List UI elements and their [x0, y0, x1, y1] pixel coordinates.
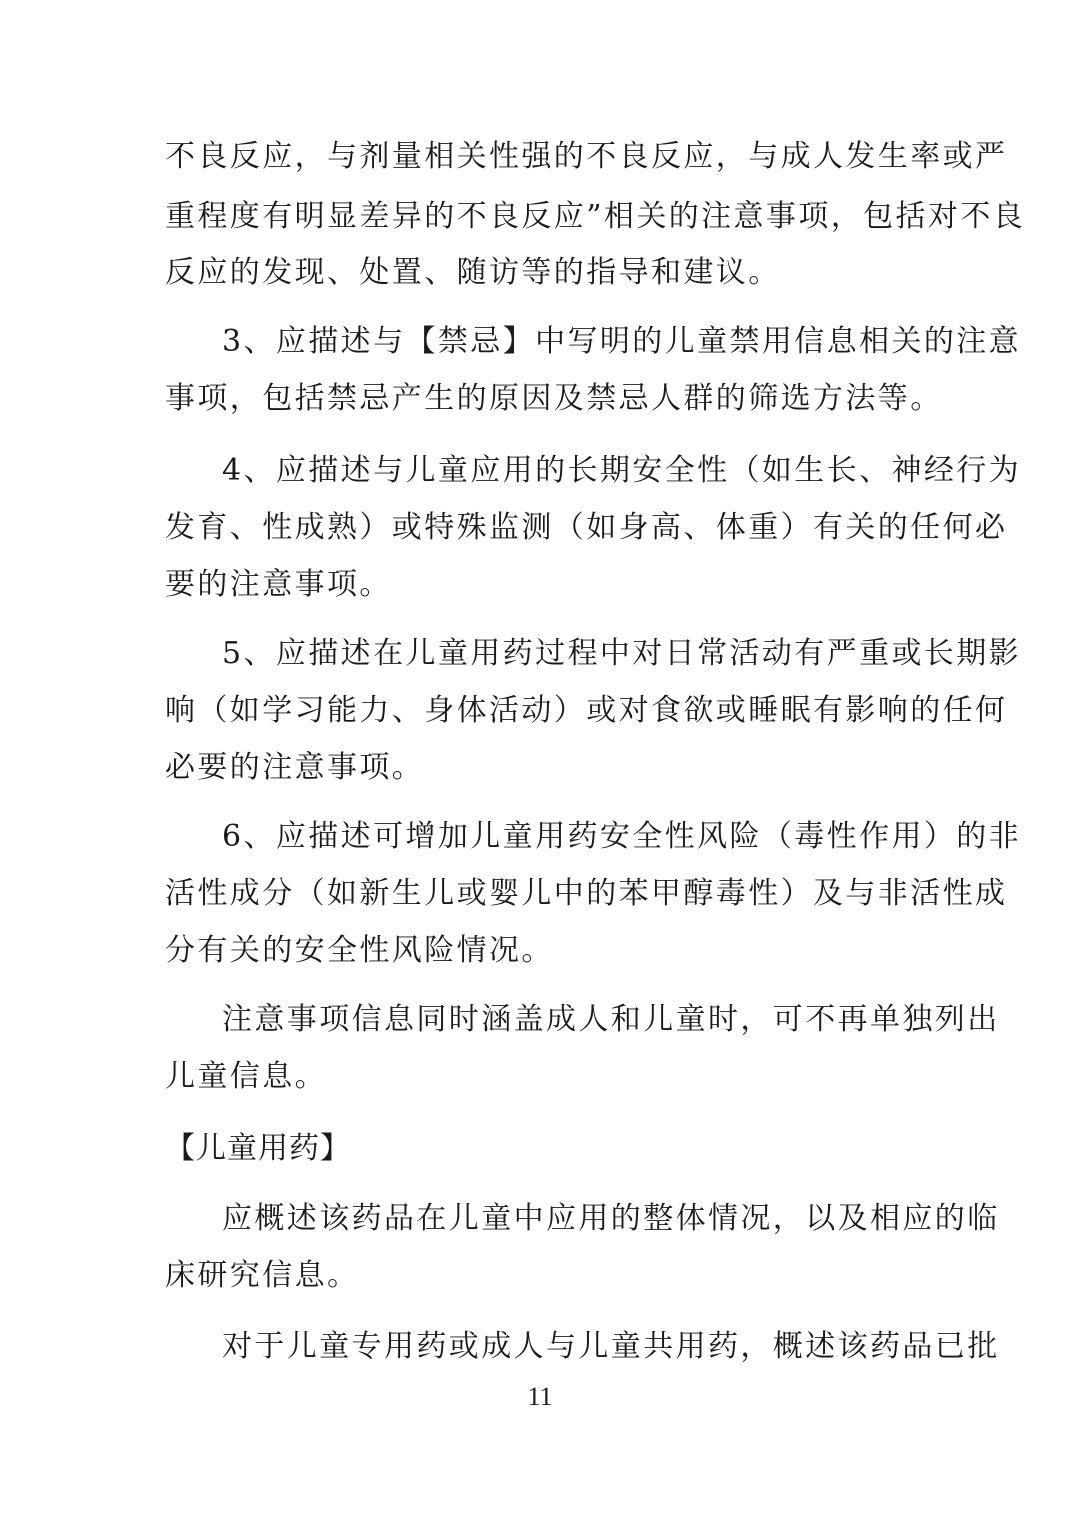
paragraph-line: 反应的发现、处置、随访等的指导和建议。	[165, 255, 781, 290]
paragraph-line: 儿童信息。	[165, 1059, 327, 1094]
paragraph-line: 6、应描述可增加儿童用药安全性风险（毒性作用）的非	[222, 819, 1022, 854]
paragraph-line: 对于儿童专用药或成人与儿童共用药，概述该药品已批	[222, 1329, 1000, 1364]
paragraph-line: 分有关的安全性风险情况。	[165, 933, 554, 968]
paragraph-line: 3、应描述与【禁忌】中写明的儿童禁用信息相关的注意	[222, 324, 1022, 359]
paragraph-line: 不良反应，与剂量相关性强的不良反应，与成人发生率或严	[165, 139, 1008, 174]
paragraph-line: 注意事项信息同时涵盖成人和儿童时，可不再单独列出	[222, 1002, 1000, 1037]
paragraph-line: 必要的注意事项。	[165, 750, 425, 785]
paragraph-line: 发育、性成熟）或特殊监测（如身高、体重）有关的任何必	[165, 510, 1008, 545]
paragraph-line: 4、应描述与儿童应用的长期安全性（如生长、神经行为	[222, 453, 1022, 488]
paragraph-line: 活性成分（如新生儿或婴儿中的苯甲醇毒性）及与非活性成	[165, 876, 1008, 911]
paragraph-line: 重程度有明显差异的不良反应”相关的注意事项，包括对不良	[165, 199, 1026, 234]
paragraph-line: 要的注意事项。	[165, 567, 392, 602]
paragraph-line: 事项，包括禁忌产生的原因及禁忌人群的筛选方法等。	[165, 381, 943, 416]
paragraph-line: 响（如学习能力、身体活动）或对食欲或睡眠有影响的任何	[165, 693, 1008, 728]
page-number: 11	[527, 1382, 553, 1411]
paragraph-line: 应概述该药品在儿童中应用的整体情况，以及相应的临	[222, 1201, 1000, 1236]
paragraph-line: 5、应描述在儿童用药过程中对日常活动有严重或长期影	[222, 636, 1022, 671]
section-heading: 【儿童用药】	[165, 1131, 351, 1166]
paragraph-line: 床研究信息。	[165, 1258, 360, 1293]
